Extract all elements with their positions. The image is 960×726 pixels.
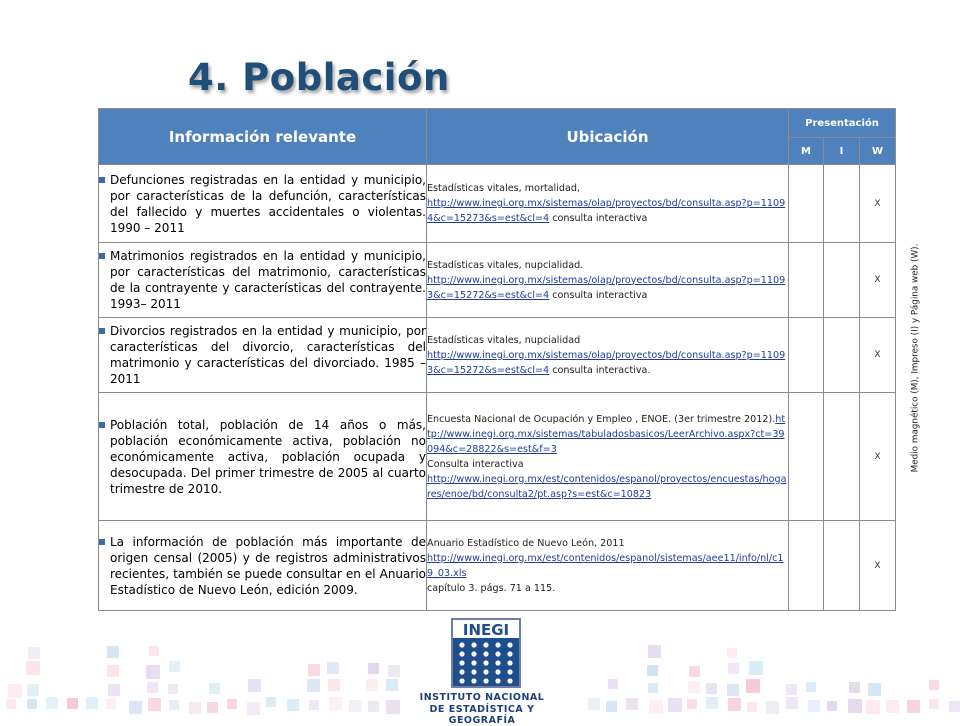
location-text: Estadísticas vitales, nupcialidad xyxy=(427,334,581,346)
location-link[interactable]: http://www.inegi.org.mx/sistemas/olap/proyectos/bd/consulta.asp?p=11094&c=15273&s=est&cl=4 xyxy=(427,198,786,224)
decorative-square xyxy=(168,684,178,694)
header-location: Ubicación xyxy=(427,109,789,165)
decorative-square xyxy=(747,702,757,712)
location-cell xyxy=(427,393,789,521)
square-bullet-icon xyxy=(99,328,105,334)
info-text: Población total, población de 14 años o más, población económicamente activa, población no económicamente activa, población ocupada y desocupada. Del primer trimestre de 2005 al cuarto trimestre de 2010. xyxy=(110,417,426,496)
info-cell xyxy=(99,165,427,243)
location-text: Estadísticas vitales, mortalidad, xyxy=(427,183,580,194)
decorative-square xyxy=(27,684,39,696)
cell-m xyxy=(789,165,824,243)
decorative-square xyxy=(149,646,159,656)
location-cell xyxy=(427,165,789,243)
slide-title: 4. Población xyxy=(188,56,450,99)
location-cell xyxy=(427,243,789,318)
decorative-square xyxy=(207,702,218,713)
decorative-square xyxy=(806,682,816,692)
info-cell xyxy=(99,521,427,611)
decorative-square xyxy=(386,679,398,691)
location-suffix: consulta interactiva xyxy=(549,213,648,224)
header-info: Información relevante xyxy=(99,109,427,165)
location-link[interactable]: http://www.inegi.org.mx/sistemas/olap/proyectos/bd/consulta.asp?p=11093&c=15272&s=est&cl=4 xyxy=(427,349,786,376)
decorative-square xyxy=(368,663,379,674)
decorative-square xyxy=(808,700,820,712)
square-bullet-icon xyxy=(99,253,105,259)
decorative-square xyxy=(728,698,741,711)
square-bullet-icon xyxy=(99,539,105,545)
decorative-square xyxy=(329,697,342,710)
decorative-square xyxy=(827,701,837,711)
decorative-square xyxy=(626,698,638,710)
decorative-square xyxy=(287,699,299,711)
decorative-square xyxy=(388,665,400,677)
decorative-square xyxy=(327,662,339,674)
info-table xyxy=(98,108,896,611)
decorative-square xyxy=(746,679,760,693)
decorative-square xyxy=(649,700,663,714)
decorative-square xyxy=(907,700,920,713)
decorative-square xyxy=(86,697,98,709)
decorative-square xyxy=(309,700,319,710)
header-w: W xyxy=(860,138,896,165)
logo-wordmark: INEGI xyxy=(462,621,510,639)
decorative-square xyxy=(766,701,779,714)
decorative-square xyxy=(929,680,939,690)
decorative-square xyxy=(706,683,717,694)
location-middle: Consulta interactiva xyxy=(427,458,524,470)
decorative-square xyxy=(307,679,320,692)
cell-w: X xyxy=(860,243,896,318)
cell-i xyxy=(824,521,860,611)
table-row xyxy=(99,243,896,318)
decorative-square xyxy=(266,697,276,707)
decorative-square xyxy=(668,698,682,712)
decorative-square xyxy=(26,661,40,675)
location-cell xyxy=(427,521,789,611)
location-link-2[interactable]: http://www.inegi.org.mx/est/contenidos/espanol/proyectos/encuestas/hogares/enoe/bd/consulta2/pt.asp?s=est&c=10823 xyxy=(427,473,787,500)
info-cell xyxy=(99,243,427,318)
location-suffix: consulta interactiva xyxy=(549,289,648,301)
decorative-square xyxy=(786,697,798,709)
decorative-square xyxy=(648,683,658,693)
location-text: Anuario Estadístico de Nuevo León, 2011 xyxy=(427,537,625,549)
cell-w: X xyxy=(860,165,896,243)
square-bullet-icon xyxy=(99,177,105,183)
decorative-square xyxy=(147,682,158,693)
location-link[interactable]: http://www.inegi.org.mx/sistemas/tabuladosbasicos/LeerArchivo.aspx?ct=39094&c=28822&s=est&f=3 xyxy=(427,413,786,455)
decorative-square xyxy=(107,646,119,658)
cell-m xyxy=(789,243,824,318)
decorative-square xyxy=(648,645,661,658)
decorative-square xyxy=(886,700,899,713)
decorative-square xyxy=(106,699,116,709)
decorative-square xyxy=(169,661,180,672)
decorative-square xyxy=(209,683,220,694)
decorative-square xyxy=(108,684,120,696)
decorative-square xyxy=(366,679,378,691)
cell-i xyxy=(824,165,860,243)
decorative-square xyxy=(929,699,939,709)
inegi-logo xyxy=(402,616,562,726)
location-cell xyxy=(427,318,789,393)
table-row xyxy=(99,393,896,521)
info-text: Defunciones registradas en la entidad y municipio, por características de la defunción, características del fallecido y muertes accidentales o violentas. 1990 – 2011 xyxy=(110,172,426,235)
decorative-square xyxy=(868,683,881,696)
location-link[interactable]: http://www.inegi.org.mx/est/contenidos/espanol/sistemas/aee11/info/nl/c19_03.xls xyxy=(427,552,784,579)
square-bullet-icon xyxy=(99,422,105,428)
decorative-square xyxy=(848,699,862,713)
decorative-square xyxy=(169,700,179,710)
decorative-square xyxy=(27,699,37,709)
location-text: Encuesta Nacional de Ocupación y Empleo , ENOE. (3er trimestre 2012). xyxy=(427,413,776,425)
cell-m xyxy=(789,318,824,393)
decorative-square xyxy=(949,701,960,712)
decorative-square xyxy=(248,679,261,692)
info-text: La información de población más importante de origen censal (2005) y de registros administrativos recientes, también se puede consultar en el Anuario Estadístico de Nuevo León, edición 2009. xyxy=(110,534,426,597)
location-link[interactable]: http://www.inegi.org.mx/sistemas/olap/proyectos/bd/consulta.asp?p=11093&c=15272&s=est&cl=4 xyxy=(427,274,786,301)
decorative-square xyxy=(688,681,700,693)
decorative-square xyxy=(786,684,797,695)
table-row xyxy=(99,521,896,611)
header-m: M xyxy=(789,138,824,165)
decorative-square xyxy=(148,698,161,711)
decorative-square xyxy=(46,697,58,709)
decorative-square xyxy=(107,665,119,677)
decorative-square xyxy=(849,682,860,693)
inegi-logo-mark xyxy=(451,618,521,688)
table-row xyxy=(99,165,896,243)
location-text: Estadísticas vitales, nupcialidad. xyxy=(427,259,584,271)
decorative-square xyxy=(8,684,22,698)
decorative-square xyxy=(386,700,400,714)
decorative-square xyxy=(866,700,880,714)
decorative-square xyxy=(247,702,260,715)
side-note xyxy=(897,108,933,608)
decorative-square xyxy=(727,648,737,658)
cell-i xyxy=(824,393,860,521)
cell-i xyxy=(824,243,860,318)
header-i: I xyxy=(824,138,860,165)
location-suffix: consulta interactiva. xyxy=(549,364,651,376)
decorative-square xyxy=(368,701,379,712)
info-text: Divorcios registrados en la entidad y municipio, por características del divorcio, características del matrimonio y características del divorciado. 1985 – 2011 xyxy=(110,324,426,386)
decorative-square xyxy=(28,647,40,659)
decorative-square xyxy=(189,702,201,714)
cell-i xyxy=(824,318,860,393)
cell-w: X xyxy=(860,521,896,611)
cell-m xyxy=(789,521,824,611)
table-row xyxy=(99,318,896,393)
logo-line-2: DE ESTADÍSTICA Y GEOGRAFÍA xyxy=(429,704,535,726)
decorative-square xyxy=(687,699,697,709)
logo-grid-icon xyxy=(453,620,519,686)
decorative-square xyxy=(328,679,340,691)
decorative-square xyxy=(349,700,361,712)
decorative-square xyxy=(227,699,237,709)
logo-line-1: INSTITUTO NACIONAL xyxy=(419,692,545,703)
decorative-square xyxy=(647,665,658,676)
cell-m xyxy=(789,393,824,521)
decorative-square xyxy=(608,679,618,689)
decorative-square xyxy=(689,666,700,677)
info-cell xyxy=(99,318,427,393)
decorative-square xyxy=(6,699,16,709)
decorative-square xyxy=(129,701,142,714)
cell-w: X xyxy=(860,318,896,393)
decorative-square xyxy=(67,698,78,709)
decorative-square xyxy=(728,663,739,674)
decorative-square xyxy=(146,665,160,679)
side-note-text: Medio magnético (M), Impreso (I) y Página web (W). xyxy=(910,243,921,473)
decorative-square xyxy=(606,701,617,712)
info-text: Matrimonios registrados en la entidad y municipio, por características del matrimonio, características de la contrayente y características del contrayente. 1993– 2011 xyxy=(110,249,426,311)
decorative-square xyxy=(749,661,763,675)
info-cell xyxy=(99,393,427,521)
decorative-square xyxy=(706,697,718,709)
decorative-square xyxy=(588,698,600,710)
cell-w: X xyxy=(860,393,896,521)
decorative-square xyxy=(308,664,320,676)
header-presentation: Presentación xyxy=(789,109,896,138)
decorative-square xyxy=(727,684,739,696)
location-suffix: capítulo 3. págs. 71 a 115. xyxy=(427,582,556,594)
